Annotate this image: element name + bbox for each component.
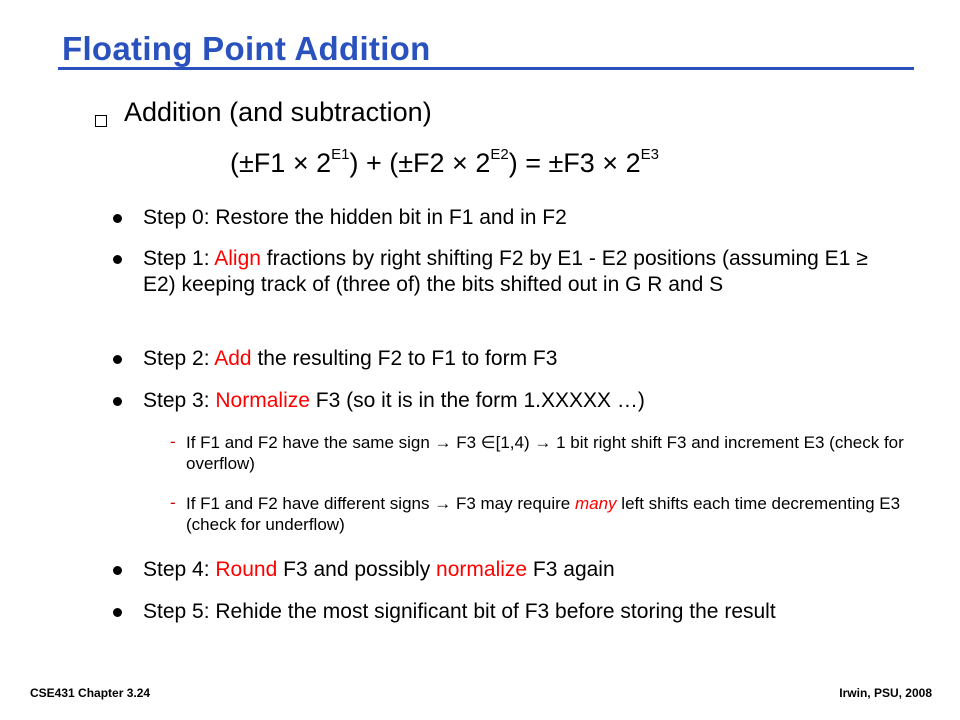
bullet-dot-icon [113, 255, 122, 264]
many-keyword: many [574, 494, 617, 513]
footer-course: CSE431 Chapter 3.24 [30, 686, 151, 700]
addition-equation [230, 148, 659, 179]
eq-exp-e2: E2 [490, 146, 509, 163]
eq-exp-e1: E1 [331, 146, 350, 163]
step-3-same-sign: If F1 and F2 have the same sign → F3 ∈[1,4) → 1 bit right shift F3 and increment E3 (check for overflow) [186, 433, 904, 473]
bullet-dot-icon [113, 566, 122, 575]
sub-bullet-dash: - [170, 432, 176, 451]
normalize-again-keyword: normalize [436, 558, 528, 581]
step-1: Step 1: Align fractions by right shifting F2 by E1 - E2 positions (assuming E1 ≥ E2) keeping track of (three of) the bits shifted out in G R and S [143, 247, 868, 296]
title-underline [58, 67, 914, 70]
square-bullet-icon [95, 115, 107, 127]
round-keyword: Round [215, 558, 278, 581]
step-4: Step 4: Round F3 and possibly normalize F3 again [143, 558, 615, 581]
bullet-dot-icon [113, 397, 122, 406]
bullet-dot-icon [113, 608, 122, 617]
sub-bullet-dash: - [170, 493, 176, 512]
normalize-keyword: Normalize [215, 389, 310, 412]
footer-author: Irwin, PSU, 2008 [839, 686, 932, 700]
step-3: Step 3: Normalize F3 (so it is in the form 1.XXXXX …) [143, 389, 645, 412]
add-keyword: Add [214, 347, 252, 370]
step-3-different-signs: If F1 and F2 have different signs → F3 may require many left shifts each time decrementing E3 (check for underflow) [186, 494, 901, 534]
bullet-addition: Addition (and subtraction) [124, 97, 432, 127]
eq-lhs1: (±F1 × 2 [230, 148, 332, 178]
eq-rhs: ) = ±F3 × 2 [508, 148, 641, 178]
slide-title: Floating Point Addition [62, 30, 431, 67]
align-keyword: Align [214, 247, 261, 270]
eq-lhs2: ) + (±F2 × 2 [349, 148, 491, 178]
bullet-dot-icon [113, 355, 122, 364]
step-0: Step 0: Restore the hidden bit in F1 and in F2 [143, 206, 567, 229]
step-2: Step 2: Add the resulting F2 to F1 to form F3 [143, 347, 558, 370]
eq-exp-e3: E3 [640, 146, 659, 163]
step-5: Step 5: Rehide the most significant bit of F3 before storing the result [143, 600, 776, 623]
bullet-dot-icon [113, 214, 122, 223]
